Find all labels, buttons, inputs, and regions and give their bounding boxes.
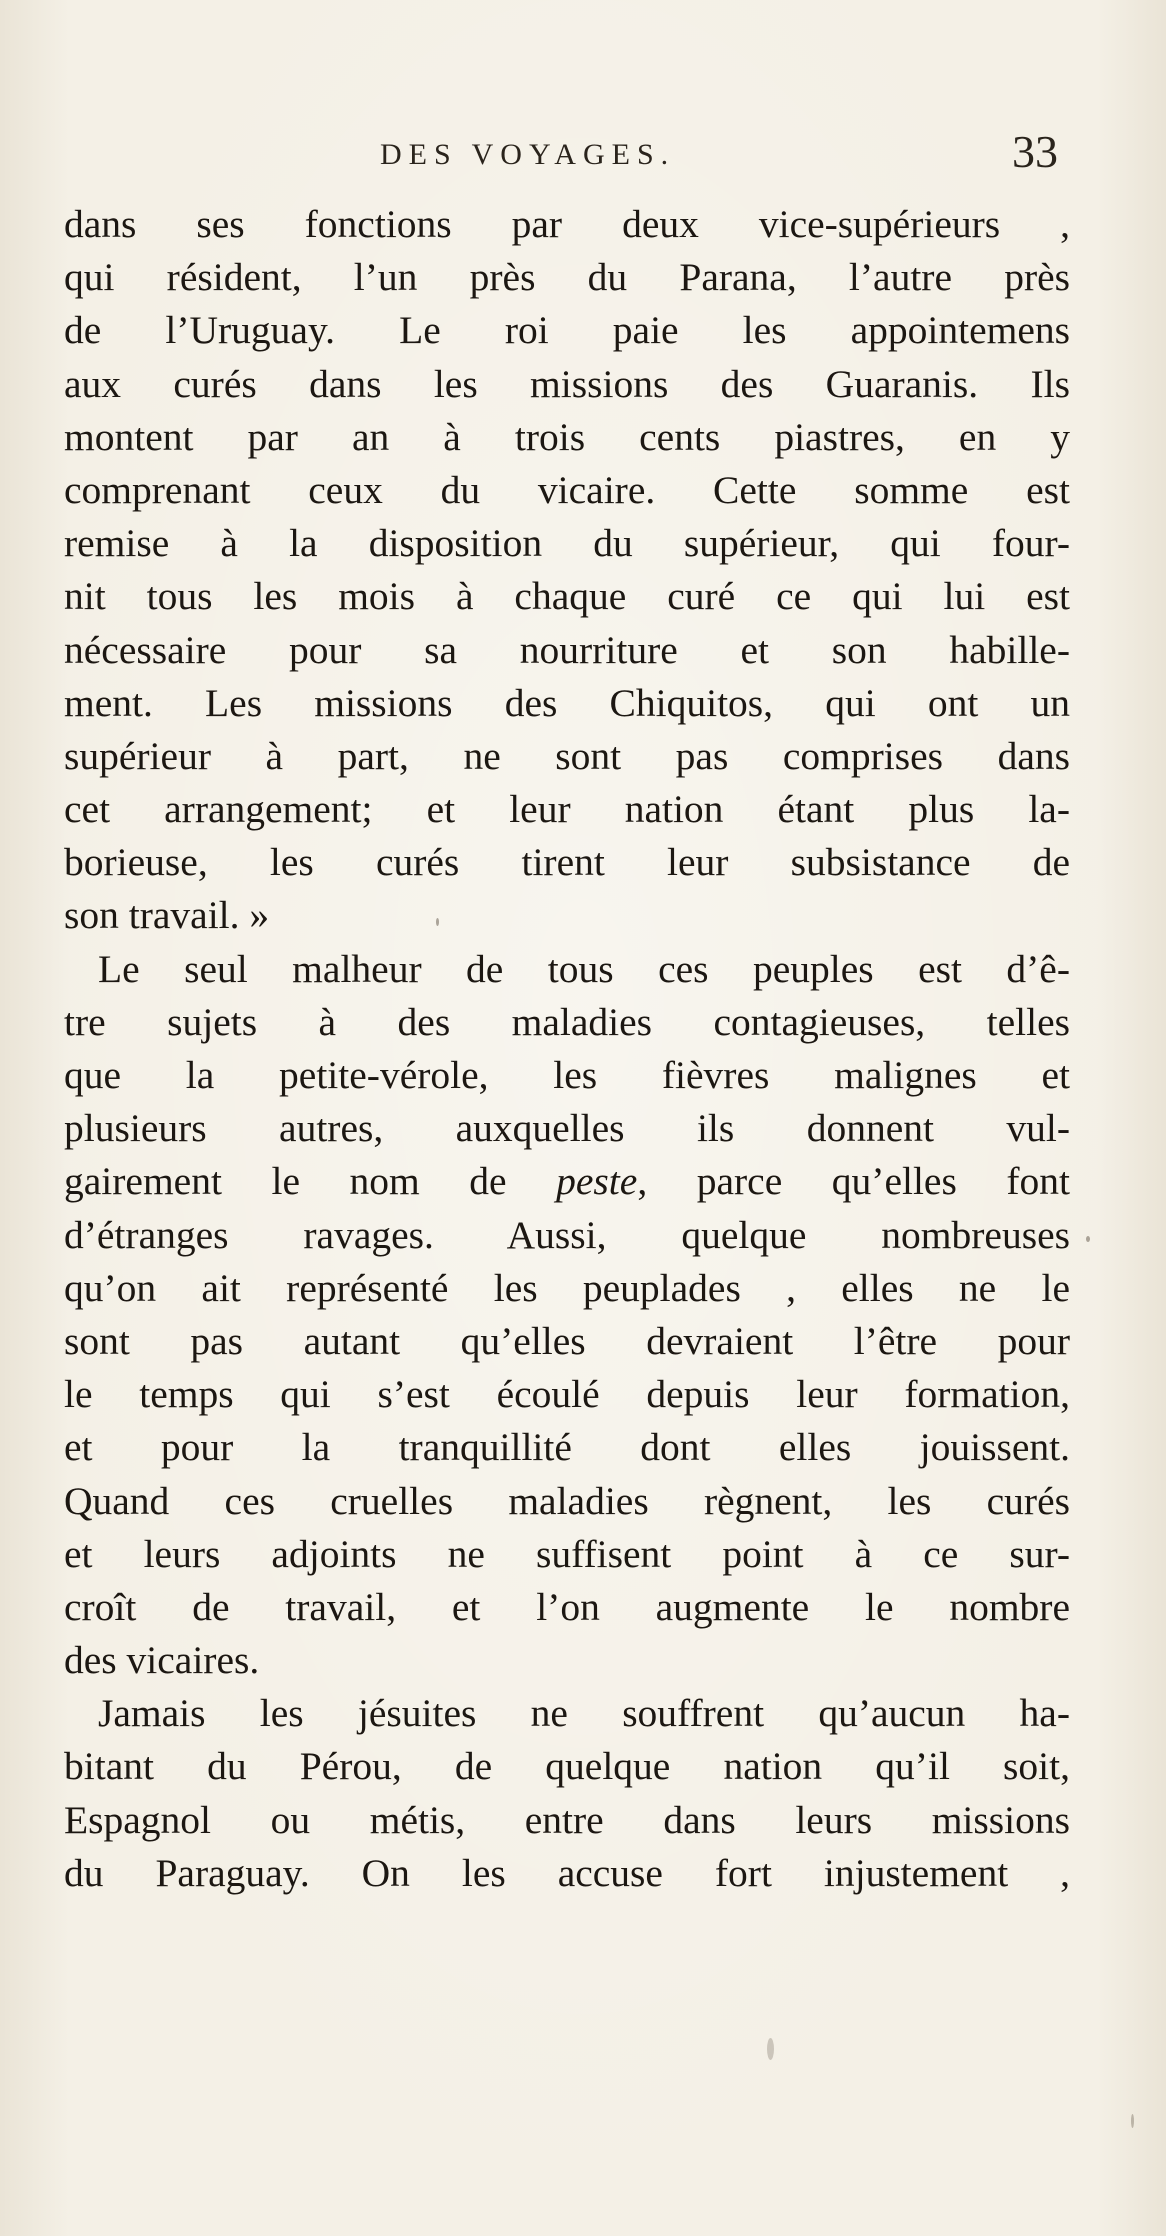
text-line-with-italic	[64, 1155, 1070, 1208]
ink-speck	[767, 2038, 774, 2060]
text-line: aux curés dans les missions des Guaranis. Ils	[64, 361, 1070, 406]
text-line: comprenant ceux du vicaire. Cette somme est	[64, 467, 1070, 512]
text-line: et pour la tranquillité dont elles jouissent.	[64, 1425, 1070, 1470]
text-line: nécessaire pour sa nourriture et son habille-	[64, 627, 1070, 672]
text-line: Jamais les jésuites ne souffrent qu’aucun ha-	[98, 1691, 1070, 1736]
text-line: et leurs adjoints ne suffisent point à ce sur-	[64, 1531, 1070, 1576]
ink-speck	[1086, 1236, 1090, 1242]
text-line: Espagnol ou métis, entre dans leurs missions	[64, 1797, 1070, 1842]
body-text	[64, 198, 1070, 1900]
text-line: qu’on ait représenté les peuplades , elles ne le	[64, 1265, 1070, 1310]
ink-speck	[1131, 2114, 1134, 2128]
text-line: croît de travail, et l’on augmente le nombre	[64, 1584, 1070, 1629]
text-line: du Paraguay. On les accuse fort injustement ,	[64, 1850, 1070, 1895]
paragraph	[64, 943, 1070, 1688]
text-run: , parce qu’elles font	[637, 1159, 1071, 1204]
italic-word: peste	[556, 1159, 638, 1204]
text-line: cet arrangement; et leur nation étant plus la-	[64, 787, 1070, 832]
running-head: DES VOYAGES.	[380, 138, 676, 171]
text-line: supérieur à part, ne sont pas comprises dans	[64, 733, 1070, 778]
text-line: le temps qui s’est écoulé depuis leur formation,	[64, 1372, 1070, 1417]
text-line: borieuse, les curés tirent leur subsistance de	[64, 840, 1070, 885]
text-line: remise à la disposition du supérieur, qui four-	[64, 521, 1070, 566]
text-line: tre sujets à des maladies contagieuses, telles	[64, 999, 1070, 1044]
text-line: son travail. »	[64, 893, 270, 938]
text-run: gairement le nom de	[64, 1159, 557, 1204]
text-line: des vicaires.	[64, 1638, 260, 1683]
text-line: d’étranges ravages. Aussi, quelque nombreuses	[64, 1212, 1070, 1257]
text-line: de l’Uruguay. Le roi paie les appointemens	[64, 308, 1070, 353]
text-line: sont pas autant qu’elles devraient l’être pour	[64, 1318, 1070, 1363]
text-line: Quand ces cruelles maladies règnent, les curés	[64, 1478, 1070, 1523]
text-line: montent par an à trois cents piastres, en y	[64, 414, 1070, 459]
paragraph	[64, 1687, 1070, 1900]
paragraph	[64, 198, 1070, 943]
text-line: bitant du Pérou, de quelque nation qu’il soit,	[64, 1744, 1070, 1789]
text-line: Le seul malheur de tous ces peuples est d’ê-	[98, 946, 1070, 991]
text-line: nit tous les mois à chaque curé ce qui lui est	[64, 574, 1070, 619]
text-line: ment. Les missions des Chiquitos, qui ont un	[64, 680, 1070, 725]
text-line: que la petite-vérole, les fièvres malignes et	[64, 1053, 1070, 1097]
text-line: qui résident, l’un près du Parana, l’autre près	[64, 255, 1070, 300]
page-number: 33	[1012, 126, 1058, 177]
ink-speck	[436, 918, 439, 926]
text-line: dans ses fonctions par deux vice-supérieurs ,	[64, 202, 1070, 246]
text-line: plusieurs autres, auxquelles ils donnent vul-	[64, 1106, 1070, 1151]
